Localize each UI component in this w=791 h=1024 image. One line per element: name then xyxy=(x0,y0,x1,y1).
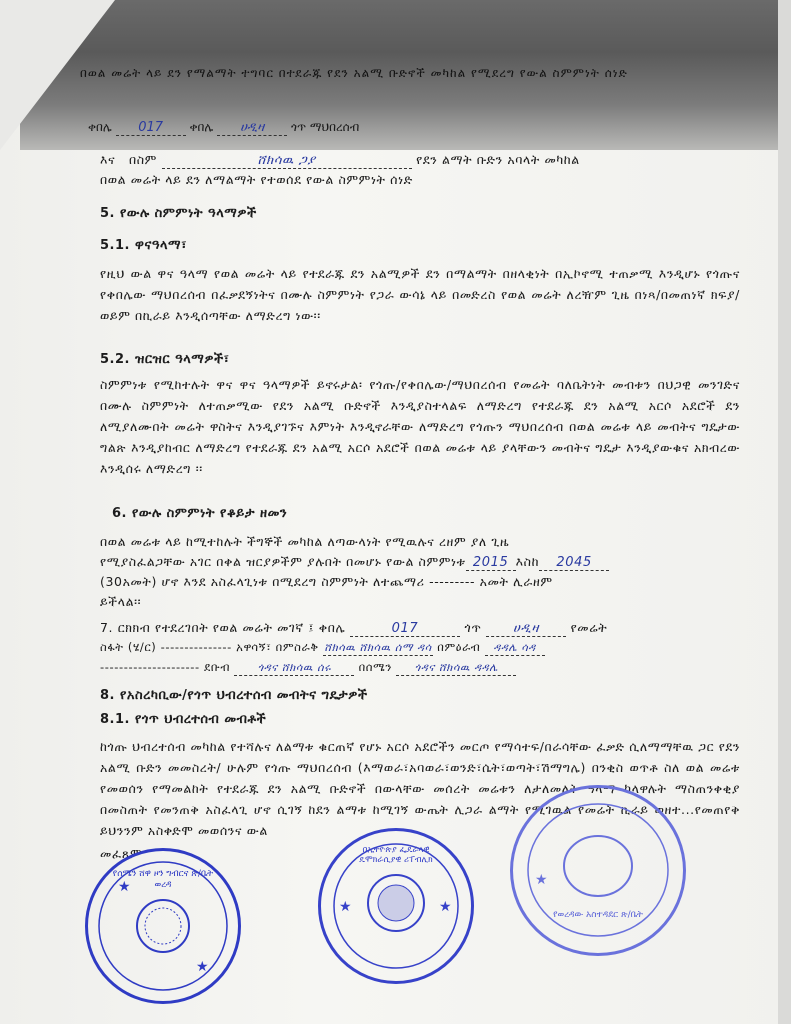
svg-text:★: ★ xyxy=(439,899,452,915)
year-to: 2045 xyxy=(539,555,609,571)
boundary-west: ዳዳሌ ሳዳ xyxy=(485,641,545,656)
stamp-left xyxy=(85,848,241,1004)
section-5-title: 5. የውሉ ስምምነት ዓላማዎች xyxy=(100,206,257,221)
parties-mid: በስም xyxy=(128,152,157,167)
section-6-title: 6. የውሉ ስምምነት የቆይታ ዘመን xyxy=(112,506,288,521)
body-tail: መፈጸም xyxy=(100,846,143,861)
ref-prefix: ቀበሌ xyxy=(88,120,112,134)
section-6-line-2-text: የሚያስፈልጋቸው አገር በቀል ዝርያዎችም ያሉበት በመሆኑ የውል ስምምነቱ xyxy=(100,554,466,569)
section-7-line-1 xyxy=(100,620,607,637)
year-from: 2015 xyxy=(466,555,516,571)
section-5-2-body: ስምምነቱ የሚከተሉት ዋና ዋና ዓላማዎች ይኖሩታል፡ የጎጡ/የቀበሌው/ማህበረሰብ የመሬት ባለቤትነት መብቱን በህጋዊ መንገድና በሙሉ ስምምነት ለተጠቃሚው የደን አልሚ ቡድኖች እንዲያስተላልፍ ለማድረግ የተደራጁ ደን አልሚ አርሶ አደሮች ደን ለሚያለሙበት መሬት ዋስትና እንዲያገኙና እምነት እንዲኖራቸው ለማድረግ የጎጡን ማህበረሰብ በወል መሬቱ ላይ መብትና ግዴታው ግልጽ እንዲያከብር ለማድረግ የተደራጁ ደን አልሚ አርሶ አደሮች በወል መሬቱ ላይ ያላቸውን መብትና ግዴታ እንዲያውቁና አክብረው እንዲሰሩ ለማድረግ ፡፡ xyxy=(100,377,740,476)
stamp-left-text: የሰሜን ሸዋ ዞን ግብርና ጽ/ቤት ወረዳ xyxy=(112,869,214,890)
folded-corner xyxy=(0,0,115,150)
document-title: በወል መሬት ላይ ደን የማልማት ተግባር በተደራጁ የደን አልሚ ቡድኖች መካከል የሚደረግ የውል ስምምነት ሰነድ xyxy=(80,66,628,80)
stamp-center-text: በኢትዮጵያ ፌዴራላዊ ዴሞክራሲያዊ ሪፐብሊክ xyxy=(359,845,433,865)
south-label: --------------------- ደቡብ xyxy=(100,660,231,674)
section-5-2-title: 5.2. ዝርዝር ዓላማዎች፣ xyxy=(100,352,230,367)
boundary-label: አዋሳኝ፣ በምስራቅ xyxy=(236,640,319,654)
boundary-north: ጎዳና ሸክሳዉ ዳዳሌ xyxy=(396,661,516,676)
section-5-1-title: 5.1. ዋናዓላማ፣ xyxy=(100,238,187,253)
page-edge xyxy=(778,0,791,1024)
ref-number: 017 xyxy=(116,120,186,136)
ref-suffix: ጎጥ ማህበረሰብ xyxy=(291,120,360,134)
section-7-label: 7. ርክክብ የተደረገበት የወል መሬት መገኛ ፤ ቀበሌ xyxy=(100,620,346,635)
section-8-1-body: ከጎጡ ህብረተሰብ መካከል የተሻሉና ለልማቱ ቁርጠኛ የሆኑ አርሶ አደሮችን መርጦ የማሳተፍ/በራሳቸው ፈቃድ ሲለማማቸዉ ጋር የደን አልሚ ቡድን መመስረት/ ሁሉም የጎጡ ማህበረሰብ (እማወራ፣አባወራ፣ወንድ፣ሴት፣ወጣት፣ሽማግሌ) በንቂስ ወጥቶ ስለ ወል መሬቱ የመወሰን የማመልከት የተደራጁ ደን አልሚ ቡድኖች በውላቸው መሰረት መሬቱን ለታለመለት ዓላማ ካላዋሉት ማስጠንቀቂያ በመስጠት የመንጠቅ አስፈላጊ ሆኖ ሲገኝ ከደን ልማቱ ከሚገኝ ውጤት ሊጋራ ልማት የሚገዉል የመሬት ኪራይ ወዘተ...የመጠየቅ ይህንንም አስቀድሞ መወሰንና ውል xyxy=(100,739,740,838)
got-label: ጎጥ xyxy=(464,620,482,635)
reference-line xyxy=(88,120,359,136)
parties-prefix: እና xyxy=(100,152,116,167)
section-6-line-4: ይችላል፡፡ xyxy=(100,594,142,609)
svg-text:★: ★ xyxy=(535,872,548,888)
section-8-1-title: 8.1. የጎጥ ህብረተሰብ መብቶች xyxy=(100,712,267,727)
stamp-right-text: የወረዳው አስተዳደር ጽ/ቤት xyxy=(553,910,643,920)
section-5-1-body: የዚህ ውል ዋና ዓላማ የወል መሬት ላይ የተደራጁ ደን አልሚዎች ደን በማልማት በዘላቂነት በኢኮኖሚ ተጠቃሚ እንዲሆኑ የጎጡና የቀበሌው ማህበረሰብ በፈቃደኝነትና በሙሉ ስምምነት የጋራ ውሳኔ ላይ በመድረስ የወል መሬት ለረዥም ጊዜ በነጻ/በመጠነኛ ክፍያ/ ወይም በኪራይ እንዲሰጣቸው ለማድረግ ነው፡፡ xyxy=(100,266,740,323)
section-7-line-3 xyxy=(100,660,516,676)
parties-line-1 xyxy=(100,152,580,169)
section-6-line-2-mid: እስከ xyxy=(515,554,540,569)
location-kebele: 017 xyxy=(350,621,460,637)
ref-mid: ቀበሌ xyxy=(189,120,214,134)
boundary-east: ሸክሳዉ ሸክሳዉ ሰማ ዳሳ xyxy=(324,641,432,654)
parties-handwritten-name: ሸክሳዉ ጋያ xyxy=(162,153,412,169)
north-label: በሰሜን xyxy=(358,660,393,674)
stamp-right xyxy=(510,785,686,956)
ref-name: ሀዲዛ xyxy=(217,120,287,136)
svg-text:★: ★ xyxy=(196,959,209,975)
svg-text:★: ★ xyxy=(118,879,131,895)
size-label: ስፋት (ሄ/ር) --------------- xyxy=(100,640,232,654)
stamp-right-graphic xyxy=(513,788,683,953)
section-6-line-2 xyxy=(100,554,609,571)
area-tail: የመሬት xyxy=(570,620,608,635)
west-label: በምዕራብ xyxy=(437,640,481,654)
stamp-center xyxy=(318,828,474,984)
section-8-title: 8. የአስረካቢው/የጎጥ ህብረተሰብ መብትና ግዴታዎች xyxy=(100,688,368,703)
section-7-line-2 xyxy=(100,640,545,656)
parties-suffix: የደን ልማት ቡድን አባላት መካከል xyxy=(416,152,580,167)
header-band xyxy=(20,0,780,150)
section-6-line-3: (30አመት) ሆኖ እንደ አስፈላጊነቱ በሚደረግ ስምምነት ለተጨማሪ --------- አመት ሊራዘም xyxy=(100,574,553,589)
parties-line-2: በወል መሬት ላይ ደን ለማልማት የተወሰደ የውል ስምምነት ሰነድ xyxy=(100,172,413,187)
svg-text:★: ★ xyxy=(339,899,352,915)
location-got: ሀዲዛ xyxy=(486,621,566,637)
section-6-line-1: በወል መሬቱ ላይ ከሚተከሉት ችግኞች መካከል ለጣውላነት የሚዉሉና ረዘም ያለ ጊዜ xyxy=(100,534,510,549)
boundary-south: ጎዳና ሸክሳዉ ሰሩ xyxy=(234,661,354,676)
